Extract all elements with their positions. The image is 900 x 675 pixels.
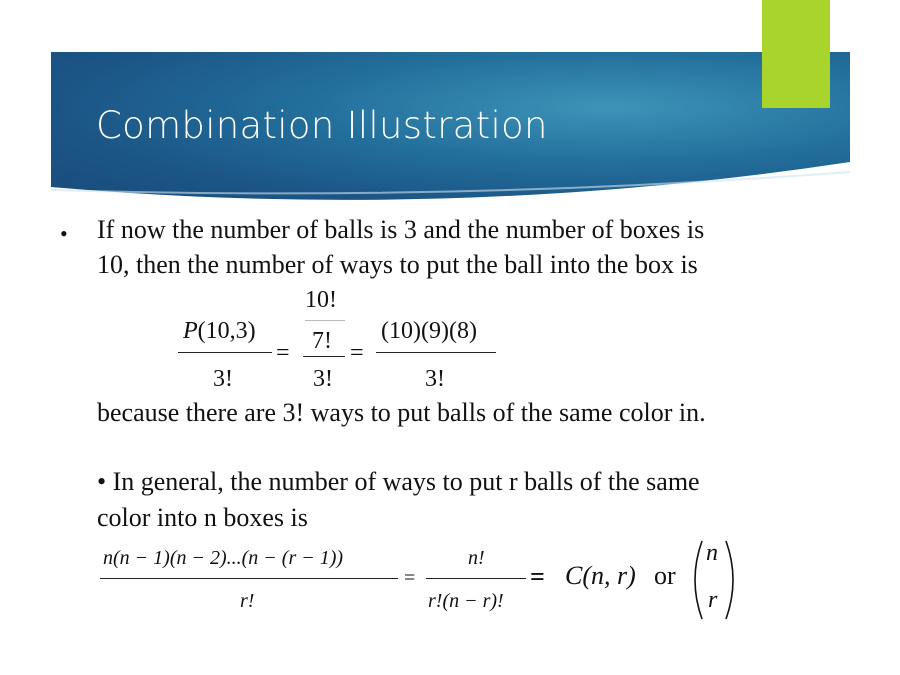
eq2-c-notation: C(n, r) xyxy=(565,561,636,590)
eq2-fraction-bar-1 xyxy=(100,578,398,579)
general-text-line1: • In general, the number of ways to put r balls of the same xyxy=(97,467,700,496)
eq1-denominator-2: 3! xyxy=(313,366,333,392)
bullet-icon: • xyxy=(60,221,68,246)
because-text: because there are 3! ways to put balls of the same color in. xyxy=(97,398,706,427)
eq1-fraction-bar-3 xyxy=(376,352,496,353)
eq1-denominator-1: 3! xyxy=(213,366,233,392)
eq1-fraction-bar-1 xyxy=(178,352,272,353)
binomial-bottom: r xyxy=(708,587,718,613)
eq1-numerator-3: (10)(9)(8) xyxy=(381,318,477,344)
eq1-inner-denominator: 7! xyxy=(312,328,332,354)
eq1-fraction-bar-2 xyxy=(303,356,345,357)
bullet1-text-line2: 10, then the number of ways to put the ball into the box is xyxy=(97,250,698,279)
eq1-equals-2: = xyxy=(350,340,364,366)
eq2-denominator-2: r!(n − r)! xyxy=(428,590,504,612)
general-text-line2: color into n boxes is xyxy=(97,503,308,532)
eq1-inner-fraction-bar xyxy=(305,320,345,321)
accent-bar xyxy=(762,0,830,108)
eq2-denominator-1: r! xyxy=(240,590,255,612)
eq2-equals-1: = xyxy=(404,567,416,589)
eq1-numerator-p: P(10,3) xyxy=(183,318,256,344)
eq2-or-text: or xyxy=(654,561,676,590)
eq1-inner-numerator: 10! xyxy=(305,287,337,313)
eq2-equals-2: = xyxy=(530,562,545,591)
eq1-equals-1: = xyxy=(276,340,290,366)
eq2-numerator-1: n(n − 1)(n − 2)...(n − (r − 1)) xyxy=(103,547,344,569)
binomial-top: n xyxy=(706,540,718,566)
eq2-numerator-2: n! xyxy=(468,547,485,569)
slide-title: Combination Illustration xyxy=(96,104,548,147)
eq1-denominator-3: 3! xyxy=(425,366,445,392)
eq2-fraction-bar-2 xyxy=(426,578,526,579)
bullet1-text-line1: If now the number of balls is 3 and the number of boxes is xyxy=(97,215,705,244)
